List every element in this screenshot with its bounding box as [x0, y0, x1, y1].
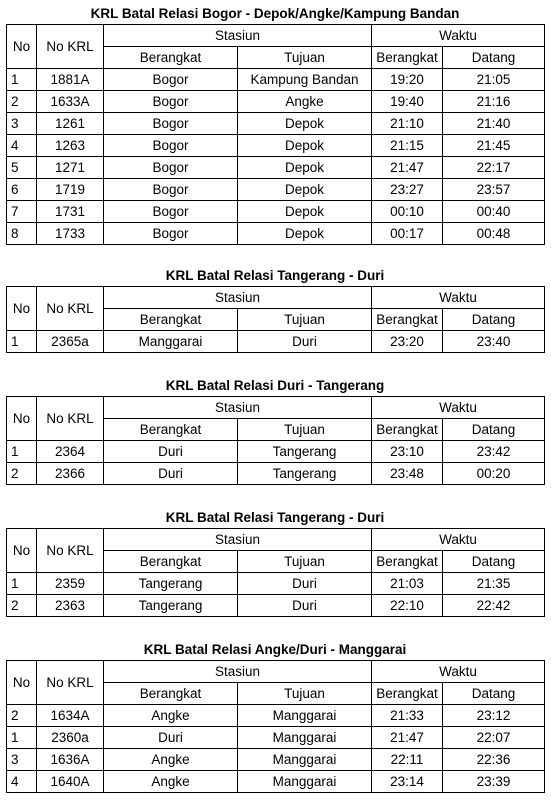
cell-datang: 23:12: [443, 705, 545, 727]
header-no-krl: No KRL: [37, 529, 104, 573]
header-stasiun: Stasiun: [104, 661, 372, 683]
cell-no-krl: 2363: [37, 595, 104, 617]
cell-no-krl: 1634A: [37, 705, 104, 727]
cell-berangkat-time: 22:10: [372, 595, 443, 617]
cell-no-krl: 2364: [37, 441, 104, 463]
cell-no-krl: 1881A: [37, 69, 104, 91]
cell-datang: 00:48: [443, 223, 545, 245]
table-title: KRL Batal Relasi Angke/Duri - Manggarai: [143, 642, 407, 657]
header-time-berangkat: Berangkat: [372, 419, 443, 441]
table-row: [7, 705, 545, 727]
header-waktu: Waktu: [372, 529, 545, 551]
header-tujuan: Tujuan: [238, 551, 372, 573]
header-no: No: [7, 397, 37, 441]
cell-berangkat-time: 23:27: [372, 179, 443, 201]
cell-no-krl: 1731: [37, 201, 104, 223]
cell-berangkat-station: Manggarai: [104, 331, 238, 353]
cell-tujuan: Depok: [238, 223, 372, 245]
cell-no-krl: 2365a: [37, 331, 104, 353]
cell-datang: 23:39: [443, 771, 545, 793]
header-row: [7, 661, 545, 683]
cell-no-krl: 1271: [37, 157, 104, 179]
cell-berangkat-time: 23:20: [372, 331, 443, 353]
cell-berangkat-time: 00:10: [372, 201, 443, 223]
table-row: [7, 69, 545, 91]
header-no: No: [7, 25, 37, 69]
schedule-table: [6, 24, 545, 245]
cell-berangkat-station: Duri: [104, 727, 238, 749]
header-station-berangkat: Berangkat: [104, 551, 238, 573]
cell-tujuan: Tangerang: [238, 441, 372, 463]
cell-tujuan: Depok: [238, 201, 372, 223]
header-datang: Datang: [443, 47, 545, 69]
cell-berangkat-station: Duri: [104, 441, 238, 463]
cell-datang: 21:05: [443, 69, 545, 91]
header-datang: Datang: [443, 683, 545, 705]
cell-no-krl: 1263: [37, 135, 104, 157]
cell-berangkat-time: 21:33: [372, 705, 443, 727]
header-time-berangkat: Berangkat: [372, 309, 443, 331]
header-datang: Datang: [443, 309, 545, 331]
header-waktu: Waktu: [372, 397, 545, 419]
header-stasiun: Stasiun: [104, 529, 372, 551]
header-row: [7, 287, 545, 309]
cell-no-krl: 2360a: [37, 727, 104, 749]
header-tujuan: Tujuan: [238, 419, 372, 441]
cell-no-krl: 2366: [37, 463, 104, 485]
table-row: [7, 727, 545, 749]
cell-berangkat-time: 21:10: [372, 113, 443, 135]
header-stasiun: Stasiun: [104, 25, 372, 47]
cell-berangkat-time: 21:47: [372, 157, 443, 179]
cell-datang: 21:40: [443, 113, 545, 135]
cell-no-krl: 2359: [37, 573, 104, 595]
table-row: [7, 135, 545, 157]
table-row: [7, 595, 545, 617]
table-section: [6, 508, 544, 617]
table-section: [6, 4, 544, 245]
cell-datang: 23:57: [443, 179, 545, 201]
cell-no: 3: [7, 113, 37, 135]
cell-berangkat-time: 23:14: [372, 771, 443, 793]
cell-berangkat-station: Duri: [104, 463, 238, 485]
cell-tujuan: Depok: [238, 179, 372, 201]
cell-datang: 23:40: [443, 331, 545, 353]
cell-tujuan: Manggarai: [238, 771, 372, 793]
header-time-berangkat: Berangkat: [372, 683, 443, 705]
header-tujuan: Tujuan: [238, 683, 372, 705]
cell-berangkat-time: 23:48: [372, 463, 443, 485]
cell-tujuan: Duri: [238, 331, 372, 353]
cell-datang: 22:36: [443, 749, 545, 771]
cell-no-krl: 1733: [37, 223, 104, 245]
header-waktu: Waktu: [372, 287, 545, 309]
schedule-table: [6, 660, 545, 793]
cell-datang: 21:45: [443, 135, 545, 157]
cell-no: 4: [7, 135, 37, 157]
header-no: No: [7, 661, 37, 705]
cell-berangkat-station: Bogor: [104, 135, 238, 157]
header-stasiun: Stasiun: [104, 287, 372, 309]
cell-tujuan: Depok: [238, 113, 372, 135]
cell-tujuan: Depok: [238, 157, 372, 179]
cell-no-krl: 1719: [37, 179, 104, 201]
header-waktu: Waktu: [372, 25, 545, 47]
table-row: [7, 113, 545, 135]
header-no: No: [7, 529, 37, 573]
table-row: [7, 749, 545, 771]
cell-no: 1: [7, 573, 37, 595]
header-station-berangkat: Berangkat: [104, 683, 238, 705]
table-row: [7, 771, 545, 793]
cell-datang: 23:42: [443, 441, 545, 463]
cell-datang: 21:35: [443, 573, 545, 595]
cell-berangkat-time: 21:47: [372, 727, 443, 749]
cell-berangkat-station: Bogor: [104, 91, 238, 113]
cell-berangkat-station: Tangerang: [104, 573, 238, 595]
header-station-berangkat: Berangkat: [104, 419, 238, 441]
cell-tujuan: Kampung Bandan: [238, 69, 372, 91]
table-section: [6, 640, 544, 793]
cell-datang: 22:17: [443, 157, 545, 179]
cell-tujuan: Angke: [238, 91, 372, 113]
table-title: KRL Batal Relasi Duri - Tangerang: [165, 378, 385, 393]
cell-berangkat-time: 22:11: [372, 749, 443, 771]
cell-no: 2: [7, 705, 37, 727]
cell-berangkat-station: Bogor: [104, 157, 238, 179]
table-row: [7, 463, 545, 485]
cell-berangkat-time: 19:20: [372, 69, 443, 91]
cell-no: 5: [7, 157, 37, 179]
table-section: [6, 266, 544, 353]
cell-berangkat-time: 23:10: [372, 441, 443, 463]
cell-berangkat-station: Angke: [104, 705, 238, 727]
cell-no: 3: [7, 749, 37, 771]
cell-no: 1: [7, 727, 37, 749]
cell-tujuan: Manggarai: [238, 705, 372, 727]
cell-datang: 00:20: [443, 463, 545, 485]
cell-berangkat-station: Bogor: [104, 223, 238, 245]
cell-datang: 00:40: [443, 201, 545, 223]
header-no-krl: No KRL: [37, 397, 104, 441]
header-station-berangkat: Berangkat: [104, 47, 238, 69]
header-stasiun: Stasiun: [104, 397, 372, 419]
cell-berangkat-station: Angke: [104, 771, 238, 793]
table-title: KRL Batal Relasi Bogor - Depok/Angke/Kampung Bandan: [90, 6, 460, 21]
table-title: KRL Batal Relasi Tangerang - Duri: [165, 268, 385, 283]
header-no-krl: No KRL: [37, 661, 104, 705]
header-tujuan: Tujuan: [238, 309, 372, 331]
cell-no-krl: 1640A: [37, 771, 104, 793]
header-datang: Datang: [443, 551, 545, 573]
table-title: KRL Batal Relasi Tangerang - Duri: [165, 510, 385, 525]
cell-tujuan: Manggarai: [238, 727, 372, 749]
cell-berangkat-station: Bogor: [104, 201, 238, 223]
cell-no-krl: 1261: [37, 113, 104, 135]
cell-berangkat-station: Bogor: [104, 69, 238, 91]
header-row: [7, 397, 545, 419]
header-no-krl: No KRL: [37, 287, 104, 331]
cell-tujuan: Depok: [238, 135, 372, 157]
table-row: [7, 201, 545, 223]
table-row: [7, 179, 545, 201]
cell-berangkat-station: Bogor: [104, 179, 238, 201]
cell-no-krl: 1636A: [37, 749, 104, 771]
cell-no: 7: [7, 201, 37, 223]
header-time-berangkat: Berangkat: [372, 551, 443, 573]
cell-berangkat-time: 19:40: [372, 91, 443, 113]
table-row: [7, 573, 545, 595]
header-row: [7, 529, 545, 551]
header-row: [7, 25, 545, 47]
cell-berangkat-station: Bogor: [104, 113, 238, 135]
cell-no: 6: [7, 179, 37, 201]
schedule-table: [6, 286, 545, 353]
cell-tujuan: Tangerang: [238, 463, 372, 485]
cell-no-krl: 1633A: [37, 91, 104, 113]
cell-berangkat-station: Tangerang: [104, 595, 238, 617]
table-row: [7, 157, 545, 179]
cell-tujuan: Duri: [238, 595, 372, 617]
cell-tujuan: Duri: [238, 573, 372, 595]
header-no-krl: No KRL: [37, 25, 104, 69]
cell-no: 8: [7, 223, 37, 245]
cell-datang: 21:16: [443, 91, 545, 113]
header-no: No: [7, 287, 37, 331]
table-row: [7, 223, 545, 245]
cell-no: 1: [7, 69, 37, 91]
cell-datang: 22:07: [443, 727, 545, 749]
header-tujuan: Tujuan: [238, 47, 372, 69]
schedule-table: [6, 528, 545, 617]
cell-datang: 22:42: [443, 595, 545, 617]
cell-no: 2: [7, 463, 37, 485]
header-datang: Datang: [443, 419, 545, 441]
cell-no: 1: [7, 441, 37, 463]
cell-tujuan: Manggarai: [238, 749, 372, 771]
cell-berangkat-time: 21:03: [372, 573, 443, 595]
cell-berangkat-time: 21:15: [372, 135, 443, 157]
cell-no: 2: [7, 595, 37, 617]
table-section: [6, 376, 544, 485]
table-row: [7, 441, 545, 463]
schedule-table: [6, 396, 545, 485]
table-row: [7, 91, 545, 113]
header-waktu: Waktu: [372, 661, 545, 683]
cell-no: 2: [7, 91, 37, 113]
cell-no: 1: [7, 331, 37, 353]
cell-no: 4: [7, 771, 37, 793]
cell-berangkat-station: Angke: [104, 749, 238, 771]
header-station-berangkat: Berangkat: [104, 309, 238, 331]
header-time-berangkat: Berangkat: [372, 47, 443, 69]
cell-berangkat-time: 00:17: [372, 223, 443, 245]
table-row: [7, 331, 545, 353]
